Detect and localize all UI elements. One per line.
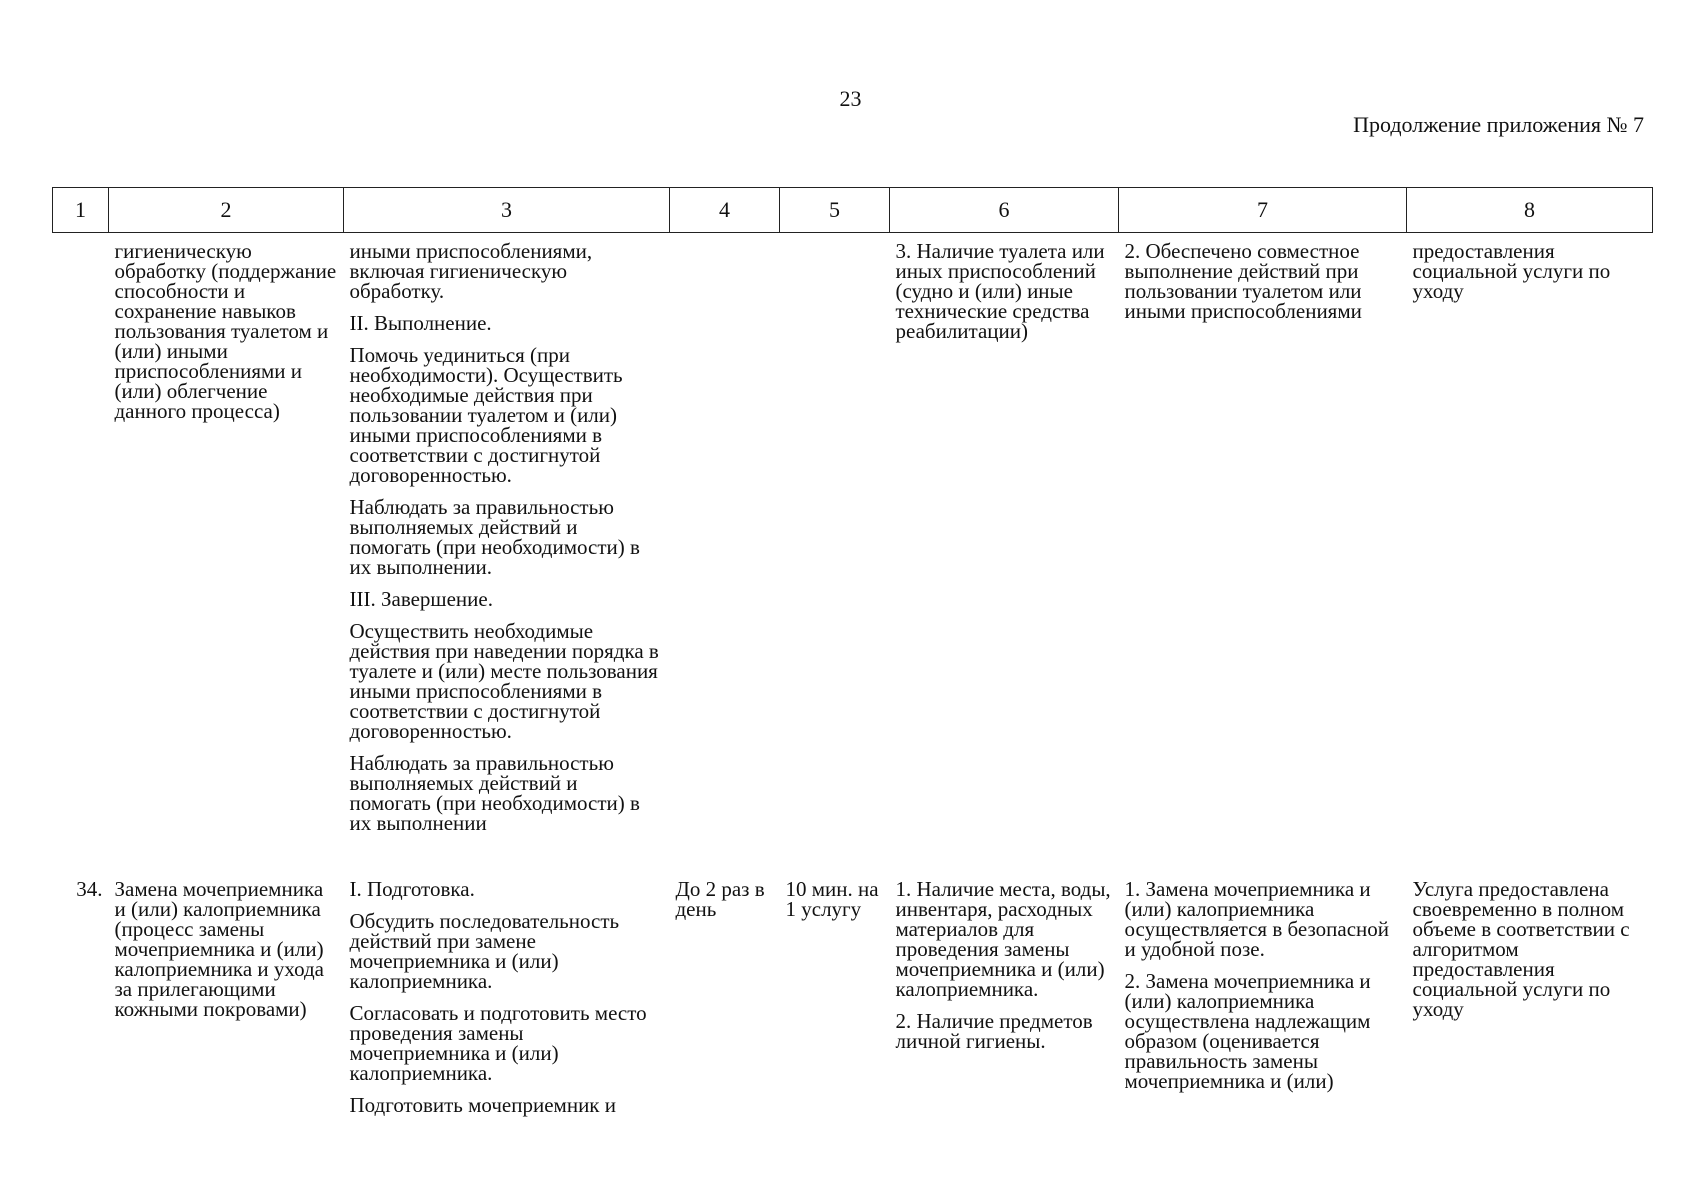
services-table — [52, 187, 1653, 1115]
cell-conditions — [890, 871, 1119, 1115]
procedure-paragraph: Подготовить мочеприемник и — [349, 1093, 616, 1117]
cell-service-name: Замена мочеприемника и (или) калоприемника (процесс замены мочеприемника и (или) калоприемника и ухода за прилегающими кожными покровами) — [114, 877, 324, 1021]
assessment-paragraph: предоставления социальной услуги по уходу — [1412, 239, 1611, 303]
procedure-paragraph: иными приспособлениями, включая гигиеническую обработку. — [349, 239, 593, 303]
procedure-paragraph: Помочь уединиться (при необходимости). Осуществить необходимые действия при пользовании туалетом и (или) иными приспособлениями в соответствии с достигнутой договоренностью. — [349, 343, 623, 487]
procedure-paragraph: Согласовать и подготовить место проведения замены мочеприемника и (или) калоприемника. — [349, 1001, 647, 1085]
conditions-paragraph: 2. Наличие предметов личной гигиены. — [895, 1009, 1093, 1053]
cell-conditions — [890, 233, 1119, 872]
cell-duration: 10 мин. на 1 услугу — [785, 877, 879, 921]
procedure-paragraph: Обсудить последовательность действий при замене мочеприемника и (или) калоприемника. — [349, 909, 620, 993]
cell-duration — [780, 233, 890, 872]
header-col-2: 2 — [109, 188, 344, 233]
quality-paragraph: 2. Замена мочеприемника и (или) калоприемника осуществлена надлежащим образом (оценивается правильность замены мочеприемника и (или) — [1124, 969, 1371, 1093]
page-number: 23 — [839, 86, 862, 111]
cell-frequency — [670, 233, 780, 872]
header-row — [53, 188, 1653, 233]
cell-number — [53, 233, 109, 872]
cell-assessment: Услуга предоставлена своевременно в полном объеме в соответствии с алгоритмом предоставления социальной услуги по уходу — [1412, 877, 1630, 1021]
procedure-paragraph: I. Подготовка. — [349, 877, 475, 901]
cell-procedure — [344, 233, 670, 872]
cell-procedure — [344, 871, 670, 1115]
header-col-8: 8 — [1407, 188, 1653, 233]
procedure-paragraph: Наблюдать за правильностью выполняемых действий и помогать (при необходимости) в их выполнении. — [349, 495, 640, 579]
appendix-note: Продолжение приложения № 7 — [1353, 112, 1644, 137]
table-row-34 — [53, 871, 1653, 1115]
conditions-paragraph: 1. Наличие места, воды, инвентаря, расходных материалов для проведения замены мочеприемника и (или) калоприемника. — [895, 877, 1111, 1001]
cell-number: 34. — [76, 877, 103, 901]
cell-quality-indicators — [1119, 233, 1407, 872]
quality-paragraph: 1. Замена мочеприемника и (или) калоприемника осуществляется в безопасной и удобной позе. — [1124, 877, 1390, 961]
procedure-paragraph: III. Завершение. — [349, 587, 493, 611]
cell-assessment — [1407, 233, 1653, 872]
header-col-1: 1 — [53, 188, 109, 233]
header-col-6: 6 — [890, 188, 1119, 233]
procedure-paragraph: Наблюдать за правильностью выполняемых действий и помогать (при необходимости) в их выполнении — [349, 751, 640, 835]
header-col-4: 4 — [670, 188, 780, 233]
procedure-paragraph: II. Выполнение. — [349, 311, 492, 335]
cell-service-name: гигиеническую обработку (поддержание способности и сохранение навыков пользования туалетом и (или) иными приспособлениями и (или) облегчение данного процесса) — [114, 239, 337, 423]
header-col-3: 3 — [344, 188, 670, 233]
quality-paragraph: 2. Обеспечено совместное выполнение действий при пользовании туалетом или иными приспособлениями — [1124, 239, 1362, 323]
cell-quality-indicators — [1119, 871, 1407, 1115]
conditions-paragraph: 3. Наличие туалета или иных приспособлений (судно и (или) иные технические средства реабилитации) — [895, 239, 1105, 343]
procedure-paragraph: Осуществить необходимые действия при наведении порядка в туалете и (или) месте пользования иными приспособлениями в соответствии с достигнутой договоренностью. — [349, 619, 659, 743]
header-col-5: 5 — [780, 188, 890, 233]
table-row-continued — [53, 233, 1653, 872]
cell-frequency: До 2 раз в день — [675, 877, 765, 921]
header-col-7: 7 — [1119, 188, 1407, 233]
